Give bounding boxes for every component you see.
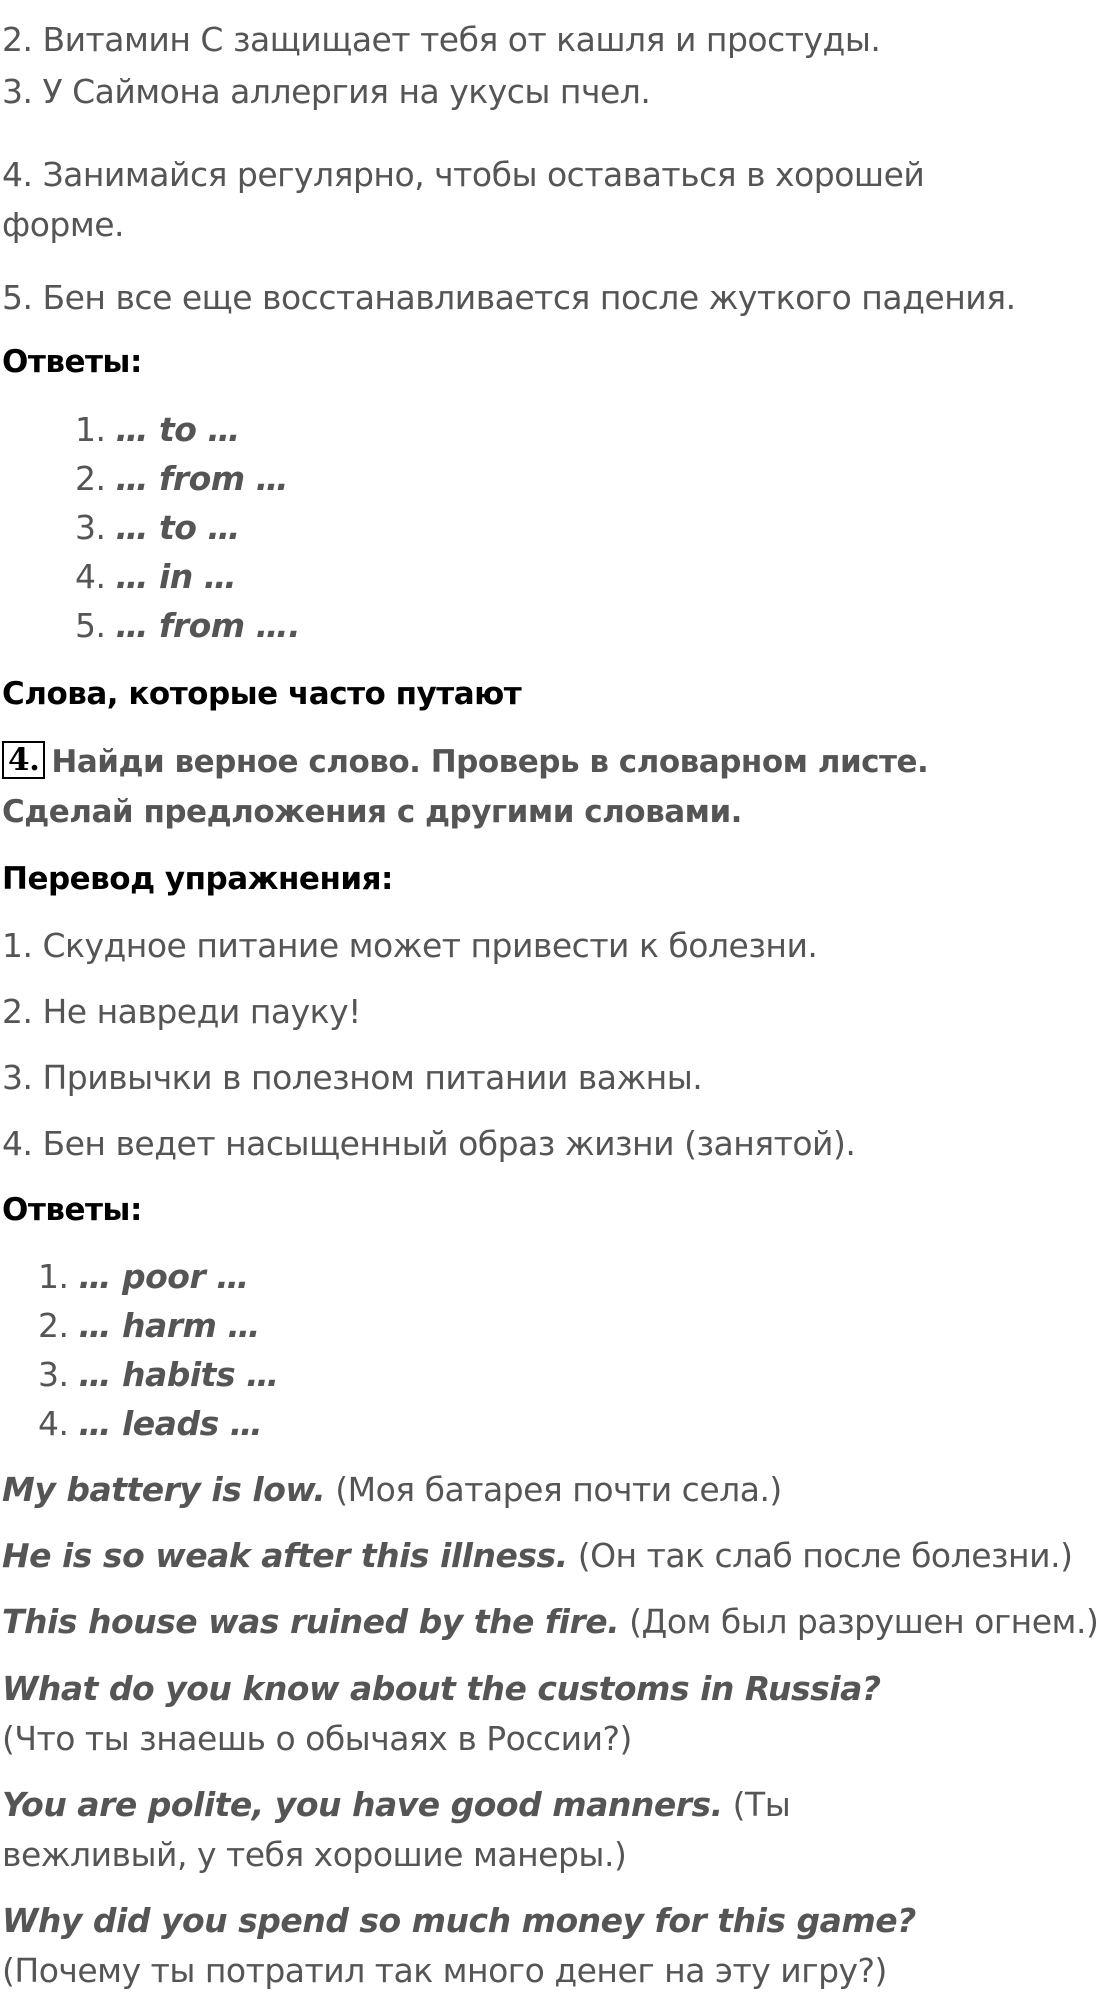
task-number-badge: 4. (2, 741, 45, 779)
example-sentence: He is so weak after this illness. (Он так слаб после болезни.) (2, 1536, 1073, 1575)
answer-item: 5. … from …. (75, 606, 301, 645)
answer-item: 3. … habits … (38, 1355, 279, 1394)
section-heading: Слова, которые часто путают (2, 676, 522, 712)
answer-item: 1. … to … (75, 410, 240, 449)
answer-item: 2. … harm … (38, 1306, 260, 1345)
translation-item: 2. Не навреди пауку! (2, 992, 361, 1031)
sentence-4: 4. Занимайся регулярно, чтобы оставаться в хорошей форме. (2, 155, 925, 244)
translation-item: 3. Привычки в полезном питании важны. (2, 1058, 703, 1097)
answers-heading: Ответы: (2, 1192, 142, 1228)
answer-item: 3. … to … (75, 508, 240, 547)
translation-item: 1. Скудное питание может привести к болезни. (2, 926, 818, 965)
task-text: Найди верное слово. Проверь в словарном листе. Сделай предложения с другими словами. (2, 744, 929, 830)
answers-heading: Ответы: (2, 344, 142, 380)
sentence-5: 5. Бен все еще восстанавливается после жуткого падения. (2, 278, 1016, 317)
sentence-3: 3. У Саймона аллергия на укусы пчел. (2, 72, 651, 111)
example-sentence: This house was ruined by the fire. (Дом был разрушен огнем.) (2, 1602, 1098, 1641)
answer-item: 1. … poor … (38, 1257, 249, 1296)
answer-item: 4. … leads … (38, 1404, 263, 1443)
translation-heading: Перевод упражнения: (2, 861, 393, 897)
translation-item: 4. Бен ведет насыщенный образ жизни (занятой). (2, 1124, 856, 1163)
sentence-2: 2. Витамин С защищает тебя от кашля и простуды. (2, 20, 881, 59)
example-sentence: My battery is low. (Моя батарея почти села.) (2, 1470, 782, 1509)
task-instruction (2, 737, 957, 837)
answer-item: 4. … in … (75, 557, 237, 596)
example-sentence: Why did you spend so much money for this game? (Почему ты потратил так много денег на эту игру?) (2, 1901, 916, 1990)
example-sentence: What do you know about the customs in Russia? (Что ты знаешь о обычаях в России?) (2, 1669, 881, 1758)
example-sentence: You are polite, you have good manners. (Ты вежливый, у тебя хорошие манеры.) (2, 1785, 791, 1874)
answer-item: 2. … from … (75, 459, 289, 498)
